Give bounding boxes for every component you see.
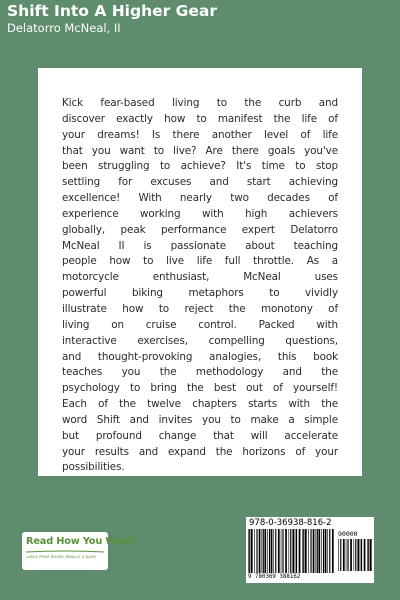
blurb-line: illustrate how to reject the monotony of — [62, 302, 338, 315]
blurb-line: possibilities. — [62, 461, 125, 474]
blurb-line: psychology to bring the best out of yourself! — [62, 382, 338, 395]
blurb-panel — [38, 68, 362, 476]
cover-header — [0, 0, 400, 70]
blurb-line: Kick fear-based living to the curb and — [62, 97, 338, 109]
blurb-text — [62, 96, 338, 476]
isbn-number: 978-0-36938-816-2 — [249, 518, 332, 528]
barcode-bars-icon — [248, 529, 334, 573]
blurb-line: settling for excuses and start achieving — [62, 176, 338, 189]
blurb-line: but profound change that will accelerate — [62, 429, 338, 442]
blurb-line: word Shift and invites you to make a simple — [62, 413, 338, 426]
book-title: Shift Into A Higher Gear — [7, 2, 218, 20]
logo-swoosh-icon — [26, 550, 104, 553]
blurb-line: and thought-provoking analogies, this book — [62, 350, 338, 363]
price-code: 90000 — [338, 530, 358, 538]
blurb-line: living on cruise control. Packed with — [62, 318, 338, 331]
blurb-line: your dreams! Is there another level of life — [62, 128, 338, 141]
isbn-barcode — [246, 517, 374, 583]
publisher-tagline: LARGE PRINT BOOKS, BRAILLE & DAISY — [26, 555, 97, 559]
blurb-line: people how to live life full throttle. As a — [62, 255, 338, 268]
publisher-name: Read How You Want — [26, 536, 134, 547]
blurb-line: teaches you the methodology and the — [62, 366, 338, 379]
blurb-line: discover exactly how to manifest the life of — [62, 112, 338, 125]
blurb-line: powerful biking metaphors to vividly — [62, 287, 338, 300]
blurb-line: that you want to live? Are there goals you've — [62, 144, 338, 157]
blurb-line: excellence! With nearly two decades of — [62, 192, 338, 205]
blurb-line: your results and expand the horizons of your — [62, 445, 338, 458]
blurb-line: been struggling to achieve? It's time to stop — [62, 160, 338, 173]
book-author: Delatorro McNeal, II — [7, 21, 121, 35]
blurb-line: motorcycle enthusiast, McNeal uses — [62, 271, 338, 284]
publisher-logo — [22, 532, 134, 570]
barcode-digits: 9 780369 388162 — [248, 574, 301, 580]
blurb-line: Each of the twelve chapters starts with the — [62, 398, 338, 411]
blurb-line: McNeal II is passionate about teaching — [62, 239, 338, 252]
blurb-line: experience working with high achievers — [62, 207, 338, 220]
blurb-line: globally, peak performance expert Delatorro — [62, 223, 338, 236]
addon-barcode-icon — [338, 539, 370, 571]
blurb-line: interactive exercises, compelling questions, — [62, 334, 338, 347]
